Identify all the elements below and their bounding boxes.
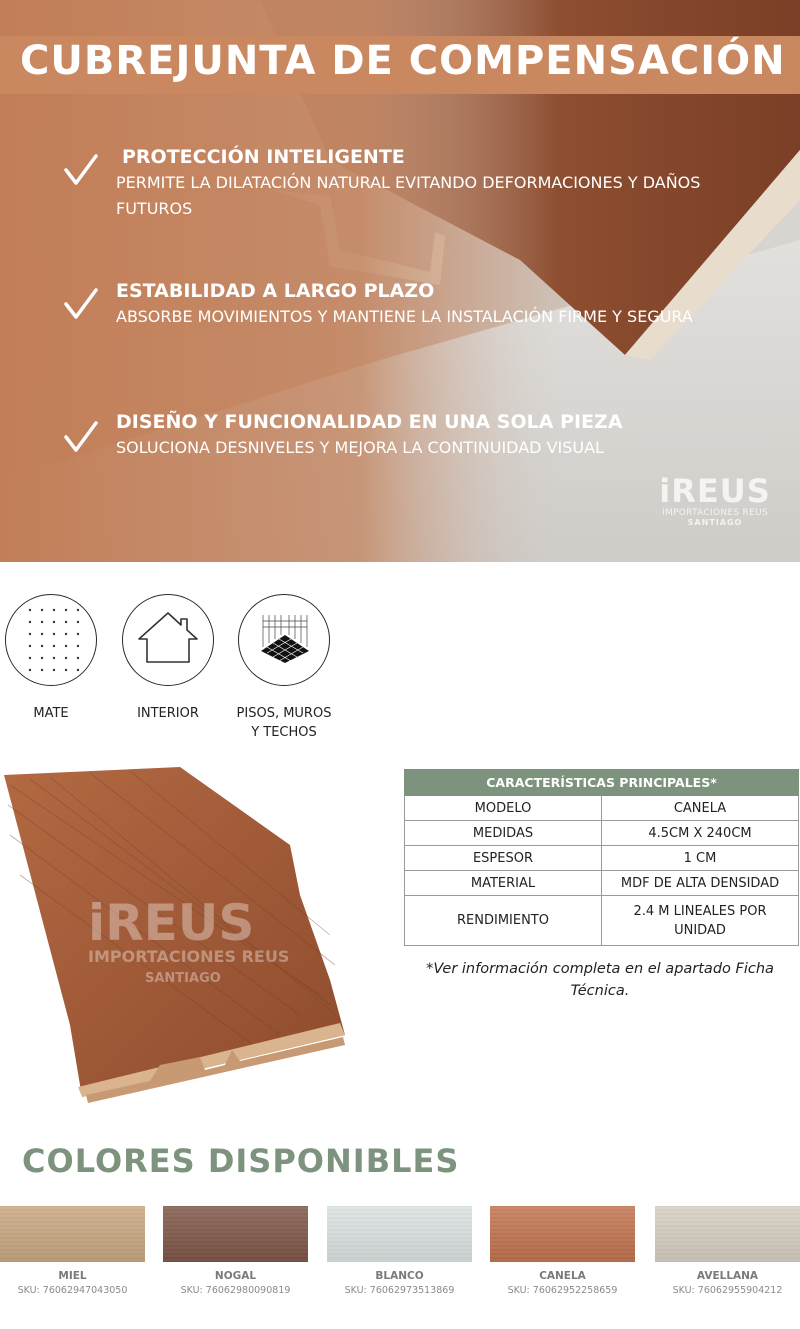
color-name: MIEL bbox=[58, 1270, 87, 1282]
color-sku: SKU: 76062947043050 bbox=[17, 1285, 128, 1296]
dots-matte-icon bbox=[5, 594, 97, 686]
watermark-logo: iREUS bbox=[88, 894, 255, 952]
floor-walls-icon bbox=[238, 594, 330, 686]
spec-value: 2.4 M LINEALES POR UNIDAD bbox=[602, 896, 799, 946]
spec-value: 4.5CM X 240CM bbox=[602, 821, 799, 846]
color-sku: SKU: 76062980090819 bbox=[180, 1285, 291, 1296]
spec-label: MEDIDAS bbox=[405, 821, 602, 846]
attribute-label-interior: INTERIOR bbox=[137, 706, 199, 721]
page-title: CUBREJUNTA DE COMPENSACIÓN bbox=[20, 38, 786, 84]
brand-logo: iREUS IMPORTACIONES REUS SANTIAGO bbox=[659, 472, 771, 527]
spec-value: 1 CM bbox=[602, 846, 799, 871]
color-swatch-blanco[interactable] bbox=[327, 1206, 472, 1262]
svg-text:IMPORTACIONES REUS: IMPORTACIONES REUS bbox=[88, 947, 290, 966]
product-image bbox=[0, 765, 360, 1105]
spec-value: MDF DE ALTA DENSIDAD bbox=[602, 871, 799, 896]
specs-table bbox=[404, 769, 799, 946]
spec-label: MATERIAL bbox=[405, 871, 602, 896]
checkmark-icon bbox=[60, 150, 100, 190]
color-name: AVELLANA bbox=[696, 1270, 759, 1282]
table-row bbox=[405, 896, 799, 946]
color-swatch-canela[interactable] bbox=[490, 1206, 635, 1262]
color-sku: SKU: 76062973513869 bbox=[344, 1285, 455, 1296]
feature-title: ESTABILIDAD A LARGO PLAZO bbox=[116, 280, 435, 302]
attribute-label-mate: MATE bbox=[33, 706, 69, 721]
feature-description: SOLUCIONA DESNIVELES Y MEJORA LA CONTINUIDAD VISUAL bbox=[116, 438, 604, 457]
svg-text:SANTIAGO: SANTIAGO bbox=[145, 971, 221, 986]
color-sku: SKU: 76062955904212 bbox=[672, 1285, 783, 1296]
attribute-label-surfaces: PISOS, MUROS Y TECHOS bbox=[236, 706, 332, 740]
specs-table-header: CARACTERÍSTICAS PRINCIPALES* bbox=[405, 770, 799, 796]
spec-label: ESPESOR bbox=[405, 846, 602, 871]
color-swatch-miel[interactable] bbox=[0, 1206, 145, 1262]
spec-label: MODELO bbox=[405, 796, 602, 821]
color-name: NOGAL bbox=[214, 1270, 257, 1282]
checkmark-icon bbox=[60, 284, 100, 324]
feature-description: PERMITE LA DILATACIÓN NATURAL EVITANDO DEFORMACIONES Y DAÑOS FUTUROS bbox=[116, 173, 701, 218]
house-icon bbox=[122, 594, 214, 686]
colors-section-title: COLORES DISPONIBLES bbox=[22, 1142, 460, 1180]
color-swatch-nogal[interactable] bbox=[163, 1206, 308, 1262]
color-swatch-avellana[interactable] bbox=[655, 1206, 800, 1262]
color-name: CANELA bbox=[539, 1270, 586, 1282]
feature-title: PROTECCIÓN INTELIGENTE bbox=[122, 146, 405, 168]
table-row bbox=[405, 871, 799, 896]
table-row bbox=[405, 796, 799, 821]
spec-label: RENDIMIENTO bbox=[405, 896, 602, 946]
color-name: BLANCO bbox=[375, 1270, 424, 1282]
feature-description: ABSORBE MOVIMIENTOS Y MANTIENE LA INSTALACIÓN FIRME Y SEGURA bbox=[116, 307, 693, 326]
table-row bbox=[405, 846, 799, 871]
checkmark-icon bbox=[60, 417, 100, 457]
spec-value: CANELA bbox=[602, 796, 799, 821]
color-sku: SKU: 76062952258659 bbox=[507, 1285, 618, 1296]
specs-note: *Ver información completa en el apartado Ficha Técnica. bbox=[426, 961, 774, 999]
feature-title: DISEÑO Y FUNCIONALIDAD EN UNA SOLA PIEZA bbox=[116, 411, 623, 433]
table-row bbox=[405, 821, 799, 846]
hero-banner bbox=[0, 0, 800, 562]
